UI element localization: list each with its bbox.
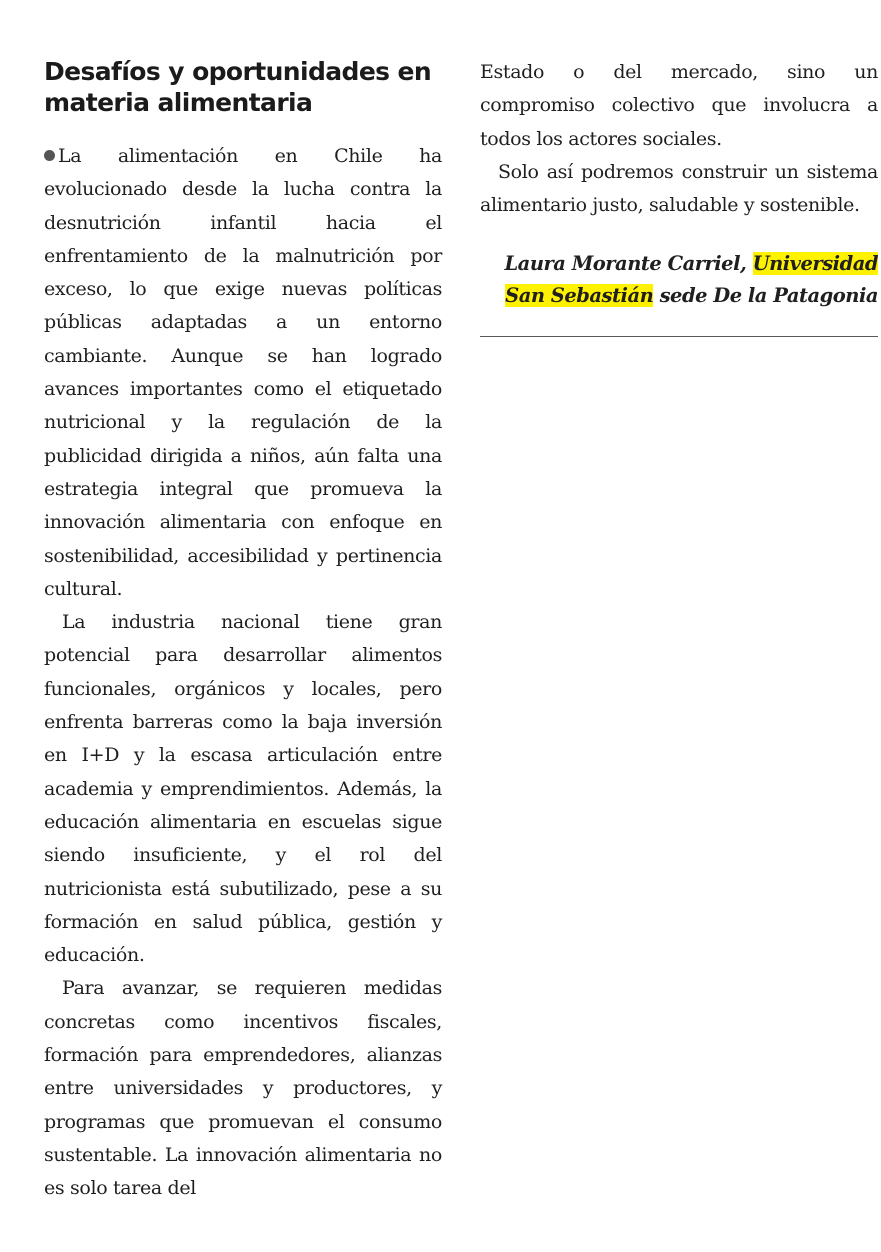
paragraph-3-continued: Estado o del mercado, sino un compromiso colectivo que involucra a todos los actores sociales.: [480, 61, 878, 150]
article-body-continued: [480, 56, 878, 222]
paragraph-1: La alimentación en Chile ha evolucionado desde la lucha contra la desnutrición infantil hacia el enfrentamiento de la malnutrición por exceso, lo que exige nuevas políticas públicas adaptadas a un entorno cambiante. Aunque se han logrado avances importantes como el etiquetado nutricional y la regulación de la publicidad dirigida a niños, aún falta una estrategia integral que promueva la innovación alimentaria con enfoque en sostenibilidad, accesibilidad y pertinencia cultural.: [44, 145, 442, 600]
institution-highlight-1: Universidad: [752, 252, 878, 276]
sede-label: sede De la Patagonia: [659, 284, 878, 308]
bullet-icon: [44, 150, 55, 161]
divider: [480, 336, 878, 337]
author-name: Laura Morante Carriel,: [504, 252, 747, 276]
left-column: [44, 56, 442, 1206]
paragraph-3: Para avanzar, se requieren medidas concretas como incentivos fiscales, formación para emprendedores, alianzas entre universidades y productores, y programas que promuevan el consumo sustentable. La innovación alimentaria no es solo tarea del: [44, 977, 442, 1200]
paragraph-4: Solo así podremos construir un sistema alimentario justo, saludable y sostenible.: [480, 160, 878, 217]
article-title: Desafíos y oportunidades en materia alimentaria: [44, 57, 432, 117]
right-column: [480, 56, 878, 337]
article-body: [44, 140, 442, 1206]
paragraph-2: La industria nacional tiene gran potencial para desarrollar alimentos funcionales, orgánicos y locales, pero enfrenta barreras como la baja inversión en I+D y la escasa articulación entre academia y emprendimientos. Además, la educación alimentaria en escuelas sigue siendo insuficiente, y el rol del nutricionista está subutilizado, pese a su formación en salud pública, gestión y educación.: [44, 611, 442, 967]
institution-highlight-2: San Sebastián: [505, 284, 654, 308]
byline: [480, 248, 878, 312]
